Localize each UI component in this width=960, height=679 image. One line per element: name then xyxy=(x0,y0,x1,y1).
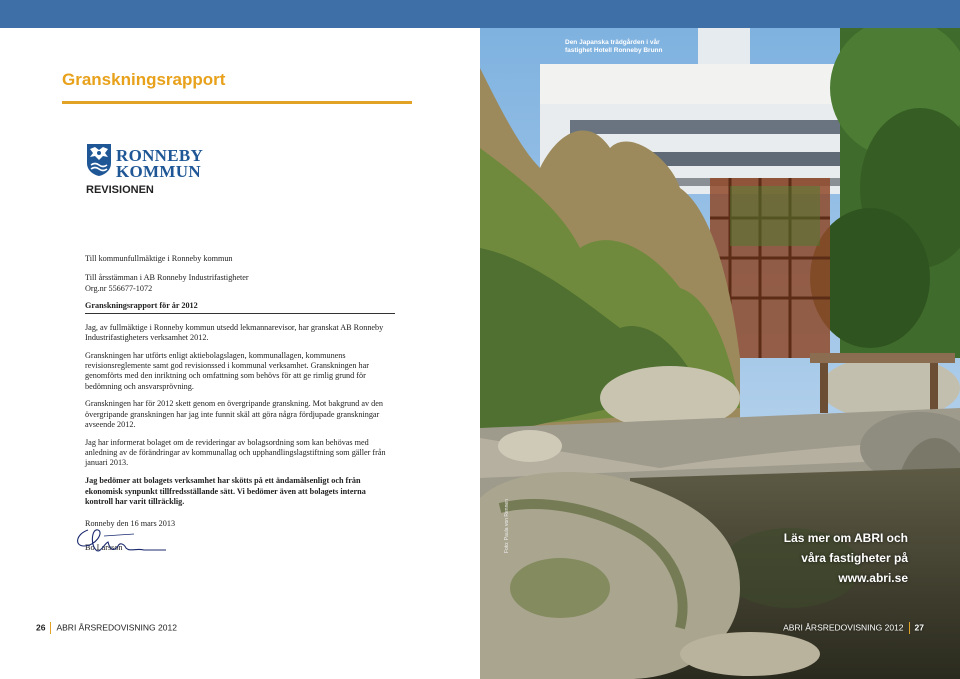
left-footer xyxy=(36,622,177,634)
report-heading: Granskningsrapport för år 2012 xyxy=(85,301,395,313)
place-date: Ronneby den 16 mars 2013 xyxy=(85,519,176,529)
top-blue-bar xyxy=(0,0,960,28)
logo-line-1: RONNEBY xyxy=(116,146,204,165)
footer-label-right: ABRI ÅRSREDOVISNING 2012 xyxy=(783,622,904,633)
page-title: Granskningsrapport xyxy=(62,70,226,89)
right-footer xyxy=(783,622,924,634)
title-underline xyxy=(62,101,412,104)
paragraph-2: Granskningen har utförts enligt aktiebolagslagen, kommunallagen, kommunens revisionsreglemente samt god revisionssed i kommunal verksamhet. Granskningen har genomförts med den inriktning och omfattning som behövs för att ge rimlig grund för bedömning och ansvarsprövning. xyxy=(85,350,369,391)
promo-line-2: våra fastigheter på xyxy=(801,551,908,565)
signature-icon xyxy=(74,524,170,560)
paragraph-3: Granskningen har för 2012 skett genom en övergripande granskning. Mot bakgrund av den övergripande granskningen har jag inte funnit skäl att göra några fördjupade granskningar avseende 2012. xyxy=(85,399,383,430)
page-number-left: 26 xyxy=(36,622,46,633)
audit-letter xyxy=(85,254,395,561)
footer-separator-right xyxy=(909,622,910,634)
paragraph-4: Jag har informerat bolaget om de revideringar av bolagsordning som kan behövas med anledning av de förändringar av kommunallag och upphandlingslagstiftning som gäller från januari 2013. xyxy=(85,437,386,468)
signer-name: Bo Larsson xyxy=(85,543,123,553)
paragraph-1: Jag, av fullmäktige i Ronneby kommun utsedd lekmannarevisor, har granskat AB Ronneby Industrifastigheters verksamhet 2012. xyxy=(85,322,384,342)
photo-credit: Foto: Paula von Rennen xyxy=(504,499,510,553)
garden-photo xyxy=(480,28,960,679)
ronneby-logo-text xyxy=(116,148,203,180)
promo-text xyxy=(784,528,908,588)
org-number: Org.nr 556677-1072 xyxy=(85,283,153,293)
recipient-1: Till kommunfullmäktige i Ronneby kommun xyxy=(85,254,233,263)
promo-line-1: Läs mer om ABRI och xyxy=(783,531,908,545)
photo-caption: Den Japanska trädgården i vår fastighet Hotell Ronneby Brunn xyxy=(565,39,663,54)
paragraph-5: Jag bedömer att bolagets verksamhet har skötts på ett ändamålsenligt och från ekonomisk synpunkt tillfredsställande sätt. Vi bedömer även att bolagets interna kontroll har varit tillräcklig. xyxy=(85,476,366,506)
footer-separator xyxy=(50,622,51,634)
footer-label-left: ABRI ÅRSREDOVISNING 2012 xyxy=(56,622,177,633)
ronneby-coat-of-arms-icon xyxy=(86,143,112,177)
logo-line-2: KOMMUN xyxy=(116,162,201,181)
department-label: REVISIONEN xyxy=(86,184,154,196)
left-page xyxy=(0,28,480,679)
page-number-right: 27 xyxy=(914,622,924,633)
recipient-2: Till årsstämman i AB Ronneby Industrifastigheter xyxy=(85,273,249,283)
promo-url-link[interactable]: www.abri.se xyxy=(838,571,908,585)
